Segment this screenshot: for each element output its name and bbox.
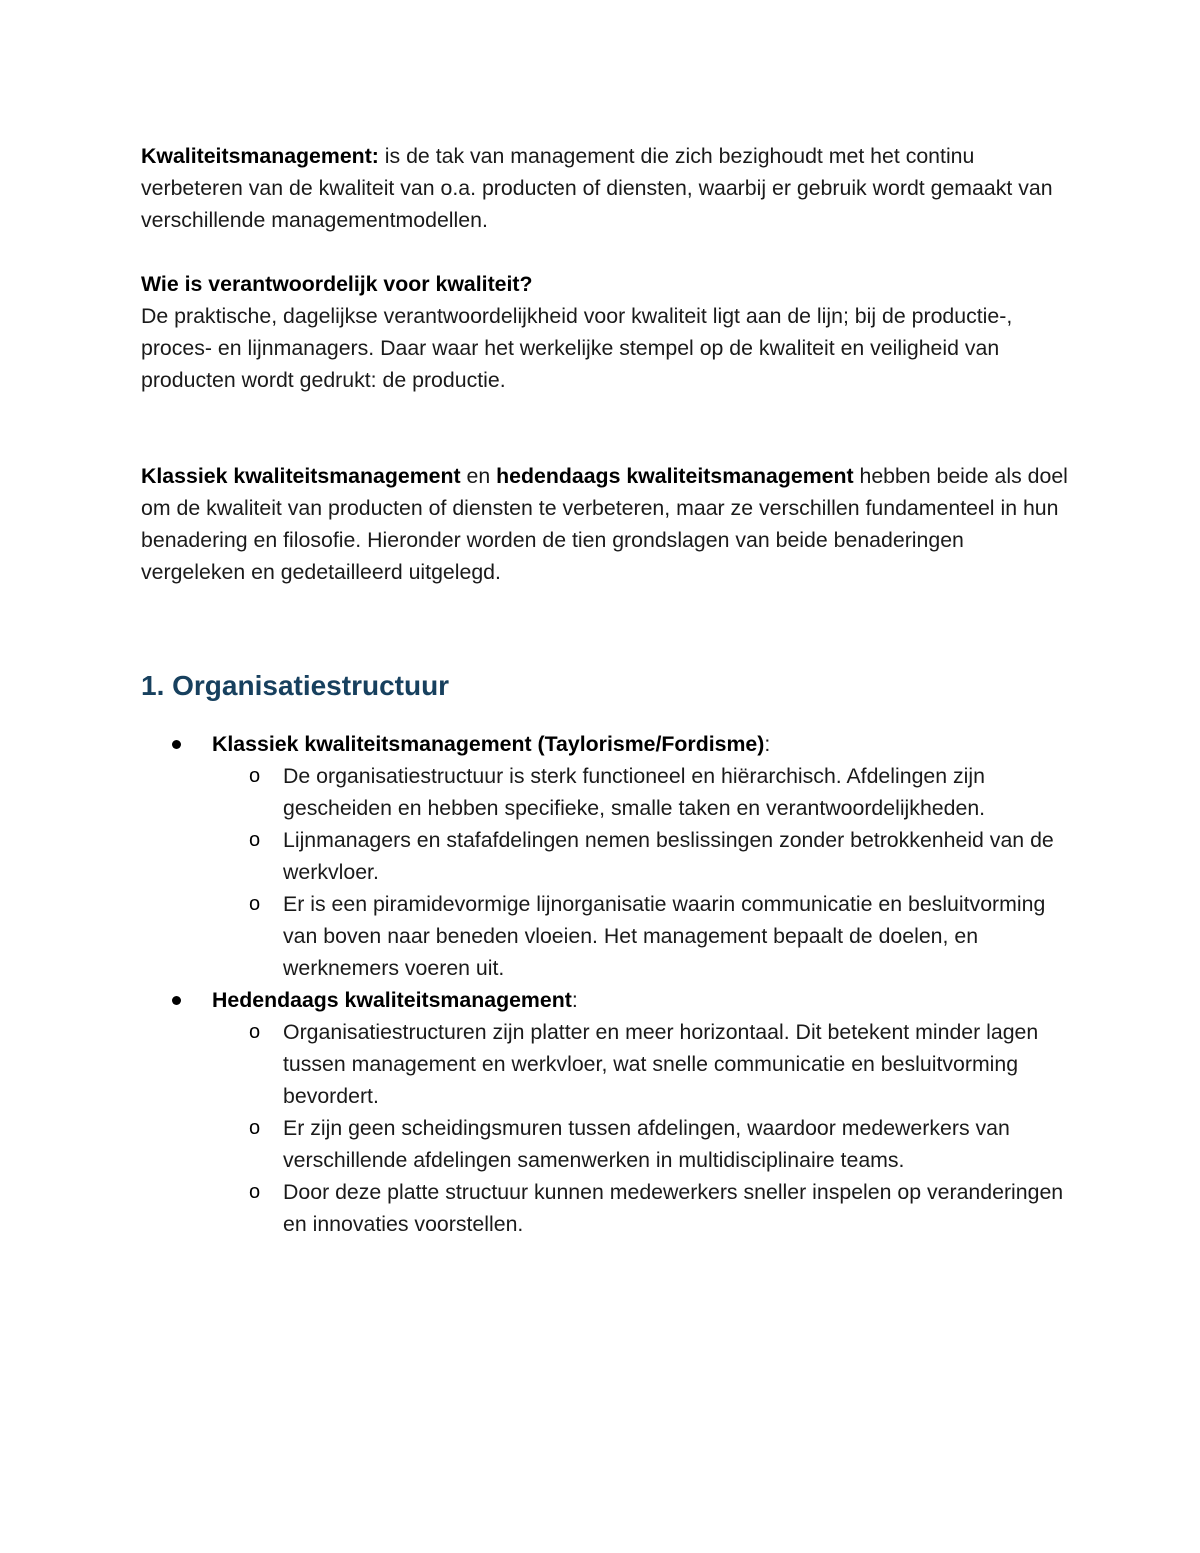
comparison-term-classic: Klassiek kwaliteitsmanagement: [141, 464, 461, 488]
list-item: o Er zijn geen scheidingsmuren tussen afdelingen, waardoor medewerkers van verschillende afdelingen samenwerken in multidisciplinaire teams.: [212, 1112, 1071, 1176]
definition-text: is de tak van management die zich bezighoudt met het continu verbeteren van de kwaliteit van o.a. producten of diensten, waarbij er gebruik wordt gemaakt van verschillende managementmodellen.: [141, 144, 1053, 232]
circle-bullet-icon: o: [249, 1117, 261, 1139]
list-item: o De organisatiestructuur is sterk functioneel en hiërarchisch. Afdelingen zijn gescheiden en hebben specifieke, smalle taken en verantwoordelijkheden.: [212, 760, 1071, 824]
comparison-paragraph: [141, 460, 1071, 588]
list-item: o Er is een piramidevormige lijnorganisatie waarin communicatie en besluitvorming van boven naar beneden vloeien. Het management bepaalt de doelen, en werknemers voeren uit.: [212, 888, 1071, 984]
circle-bullet-icon: o: [249, 1021, 261, 1043]
comparison-list: [141, 728, 1071, 1240]
responsibility-question: Wie is verantwoordelijk voor kwaliteit?: [141, 272, 533, 296]
list-item-modern: [141, 984, 1071, 1240]
list-item: o Lijnmanagers en stafafdelingen nemen beslissingen zonder betrokkenheid van de werkvloer.: [212, 824, 1071, 888]
definition-paragraph: [141, 140, 1071, 236]
modern-colon: :: [571, 988, 578, 1012]
circle-bullet-icon: o: [249, 893, 261, 915]
document-page: [141, 140, 1071, 1240]
bullet-icon: [172, 996, 181, 1005]
list-item-classic: [141, 728, 1071, 984]
classic-colon: :: [764, 732, 771, 756]
definition-term: Kwaliteitsmanagement:: [141, 144, 379, 168]
comparison-text: hebben beide als doel om de kwaliteit van producten of diensten te verbeteren, maar ze verschillen fundamenteel in hun benadering en filosofie. Hieronder worden de tien grondslagen van beide benaderingen vergeleken en gedetailleerd uitgelegd.: [141, 464, 1068, 584]
bullet-icon: [172, 740, 181, 749]
circle-bullet-icon: o: [249, 765, 261, 787]
circle-bullet-icon: o: [249, 1181, 261, 1203]
responsibility-answer: De praktische, dagelijkse verantwoordelijkheid voor kwaliteit ligt aan de lijn; bij de productie-, proces- en lijnmanagers. Daar waar het werkelijke stempel op de kwaliteit en veiligheid van producten wordt gedrukt: de productie.: [141, 304, 1013, 392]
classic-sublist: [212, 760, 1071, 984]
list-item: o Organisatiestructuren zijn platter en meer horizontaal. Dit betekent minder lagen tussen management en werkvloer, wat snelle communicatie en besluitvorming bevordert.: [212, 1016, 1071, 1112]
classic-label: Klassiek kwaliteitsmanagement (Taylorisme/Fordisme): [212, 732, 765, 756]
comparison-joiner: en: [460, 464, 497, 488]
list-item: o Door deze platte structuur kunnen medewerkers sneller inspelen op veranderingen en innovaties voorstellen.: [212, 1176, 1071, 1240]
modern-sublist: [212, 1016, 1071, 1240]
modern-label: Hedendaags kwaliteitsmanagement: [212, 988, 572, 1012]
section-heading-organisatiestructuur: 1. Organisatiestructuur: [141, 670, 450, 701]
comparison-term-modern: hedendaags kwaliteitsmanagement: [496, 464, 854, 488]
circle-bullet-icon: o: [249, 829, 261, 851]
